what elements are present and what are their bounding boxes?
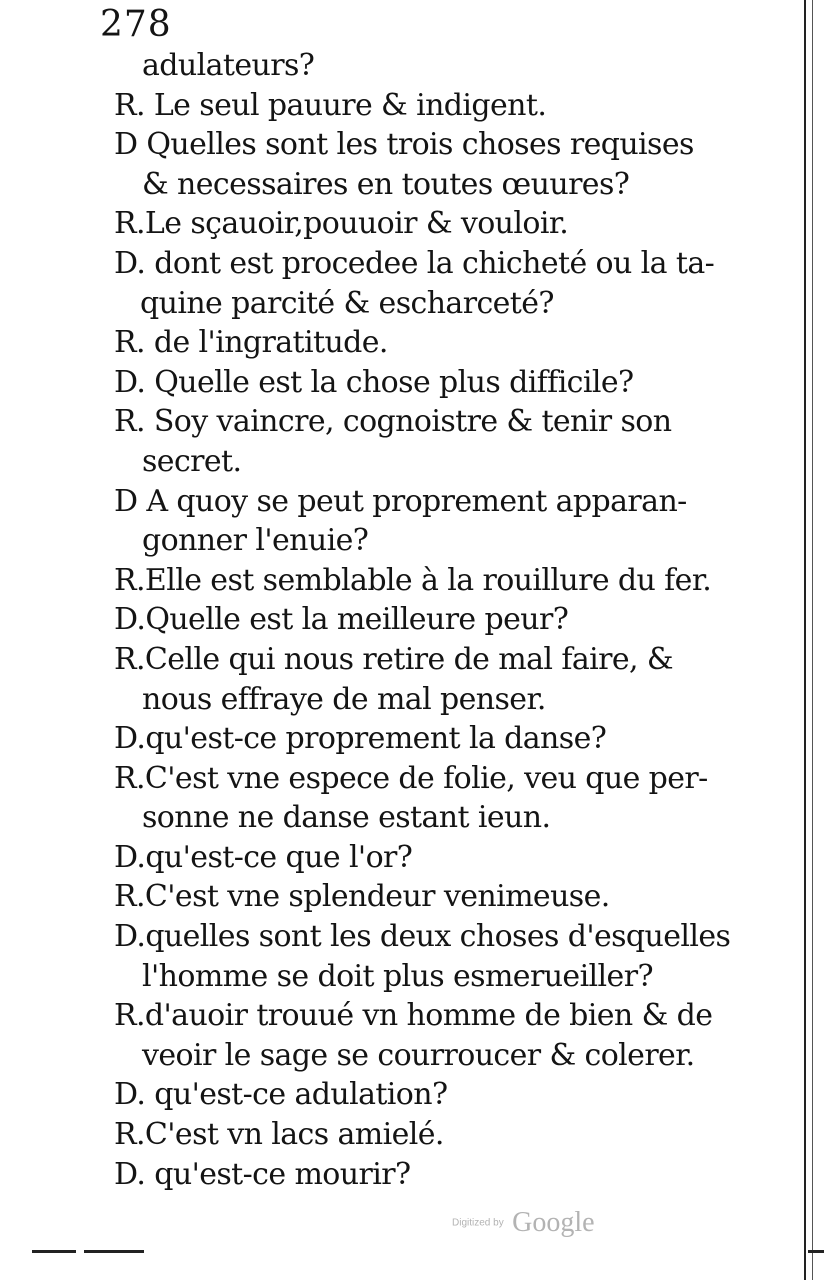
text-line: R.Le sçauoir,pouuoir & vouloir. xyxy=(114,206,569,242)
text-line: R.C'est vne espece de folie, veu que per- xyxy=(114,760,708,796)
text-line: D.qu'est-ce proprement la danse? xyxy=(114,721,607,757)
text-line: R. Le seul pauure & indigent. xyxy=(114,87,547,123)
scan-mark xyxy=(808,1250,824,1253)
text-line: secret. xyxy=(142,443,242,479)
page-edge-line xyxy=(812,0,813,1280)
page-text xyxy=(114,46,754,1194)
text-line: D.qu'est-ce que l'or? xyxy=(114,839,413,875)
text-line: sonne ne danse estant ieun. xyxy=(142,800,551,836)
scan-mark xyxy=(32,1250,76,1253)
text-line: quine parcité & escharceté? xyxy=(140,285,554,321)
page-number: 278 xyxy=(100,4,172,45)
text-line: R.C'est vn lacs amielé. xyxy=(114,1117,444,1153)
scan-mark xyxy=(84,1250,144,1253)
text-line: R. de l'ingratitude. xyxy=(114,325,388,361)
text-line: R.d'auoir trouué vn homme de bien & de xyxy=(114,998,713,1034)
text-line: D.quelles sont les deux choses d'esquelles xyxy=(114,919,731,955)
watermark-small-text: Digitized by xyxy=(452,1217,504,1229)
text-line: adulateurs? xyxy=(142,48,315,83)
text-line: gonner l'enuie? xyxy=(142,523,369,559)
text-line: D A quoy se peut proprement apparan- xyxy=(114,483,687,519)
text-line: D. Quelle est la chose plus difficile? xyxy=(114,364,634,400)
watermark-logo: Google xyxy=(512,1207,595,1238)
text-line: veoir le sage se courroucer & colerer. xyxy=(142,1037,695,1073)
text-line: D. dont est procedee la chicheté ou la ta- xyxy=(114,245,715,281)
text-line: l'homme se doit plus esmerueiller? xyxy=(142,958,653,994)
text-line: R.Celle qui nous retire de mal faire, & xyxy=(114,641,673,677)
digitization-watermark xyxy=(452,1207,595,1239)
text-line: R. Soy vaincre, cognoistre & tenir son xyxy=(114,404,672,440)
text-line: D.Quelle est la meilleure peur? xyxy=(114,602,569,638)
page-edge-line xyxy=(804,0,806,1280)
text-line: R.Elle est semblable à la rouillure du fer. xyxy=(114,562,712,598)
text-line: D. qu'est-ce mourir? xyxy=(114,1156,411,1192)
text-line: nous effraye de mal penser. xyxy=(142,681,546,717)
text-line: D. qu'est-ce adulation? xyxy=(114,1077,448,1113)
text-line: & necessaires en toutes œuures? xyxy=(142,166,630,202)
text-line: R.C'est vne splendeur venimeuse. xyxy=(114,879,610,915)
text-line: D Quelles sont les trois choses requises xyxy=(114,127,694,163)
